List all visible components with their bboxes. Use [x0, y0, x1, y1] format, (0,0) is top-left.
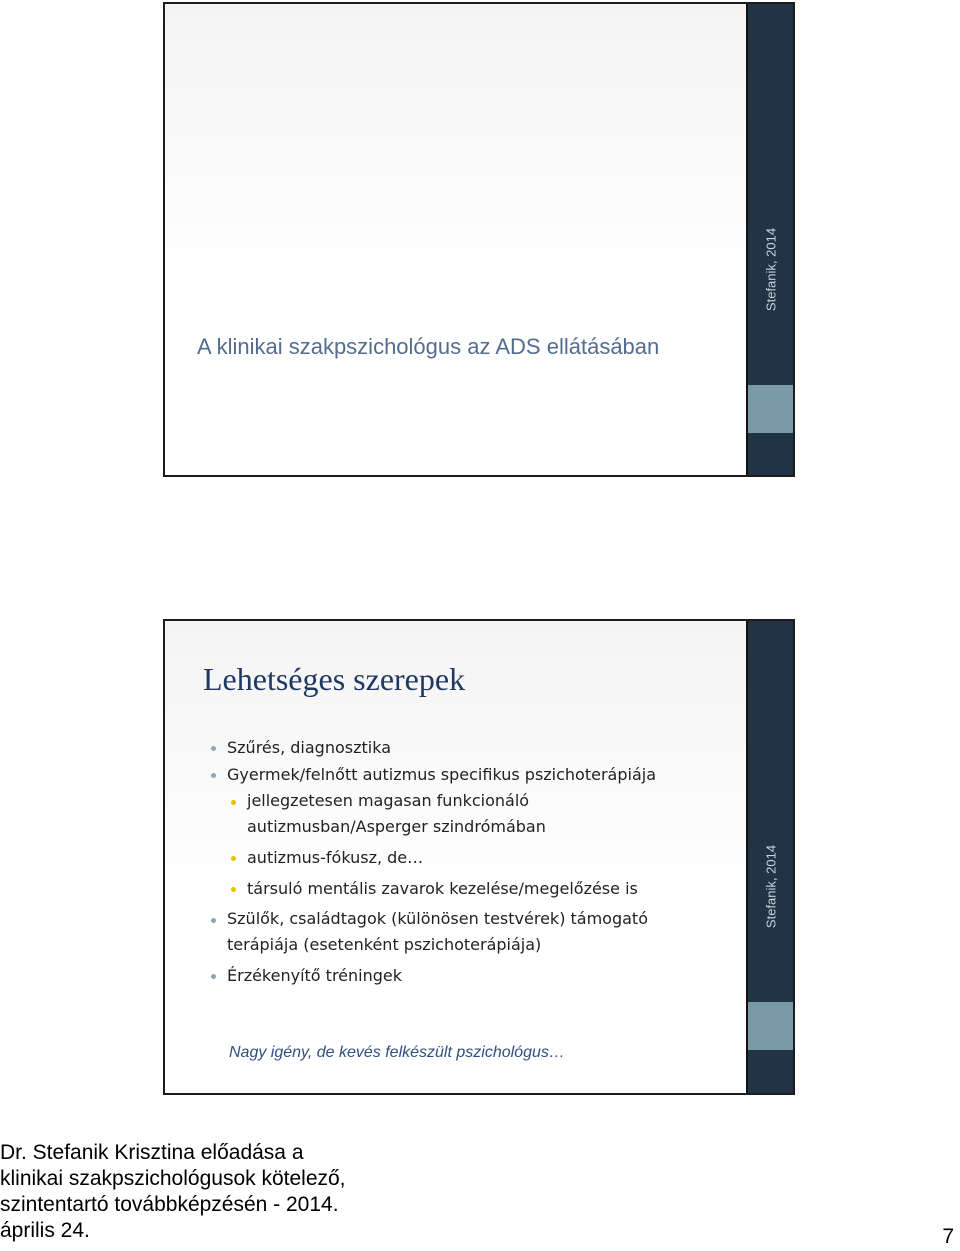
- slide-2-sidebar-accent: [748, 1002, 793, 1050]
- slide-2-title: Lehetséges szerepek: [203, 661, 466, 697]
- footer-line: szintentartó továbbképzésén - 2014.: [0, 1193, 339, 1216]
- footer-line: Dr. Stefanik Krisztina előadása a: [0, 1141, 304, 1164]
- slide-2-note: Nagy igény, de kevés felkészült pszichológus…: [229, 1044, 565, 1061]
- slide-1-content: [165, 4, 750, 475]
- bullet-dot-icon: [231, 856, 236, 861]
- slide-1-title: A klinikai szakpszichológus az ADS ellátásában: [197, 334, 660, 359]
- slide-1-sidebar-label: Stefanik, 2014: [763, 227, 778, 312]
- slide-1: [163, 2, 795, 477]
- sub-bullet-item: autizmus-fókusz, de…: [205, 844, 725, 871]
- bullet-dot-icon: [211, 773, 216, 778]
- bullet-item: Érzékenyítő tréningek: [205, 962, 725, 989]
- page-number: 7: [942, 1225, 954, 1248]
- sub-bullet-item: társuló mentális zavarok kezelése/megelőzése is: [205, 875, 725, 902]
- bullet-item: Gyermek/felnőtt autizmus specifikus pszichoterápiája: [205, 761, 725, 788]
- sub-bullet-item: jellegzetesen magasan funkcionáló autizmusban/Asperger szindrómában: [205, 788, 567, 840]
- footer-line: április 24.: [0, 1219, 90, 1242]
- bullet-dot-icon: [211, 974, 216, 979]
- slide-2: [163, 619, 795, 1095]
- bullet-item: Szűrés, diagnosztika: [205, 734, 725, 761]
- slide-2-content: [165, 621, 750, 1093]
- page-footer: [0, 1140, 960, 1244]
- slide-2-bullet-list: [205, 734, 725, 989]
- bullet-dot-icon: [231, 800, 236, 805]
- footer-line: klinikai szakpszichológusok kötelező,: [0, 1167, 346, 1190]
- bullet-dot-icon: [211, 918, 216, 923]
- bullet-dot-icon: [231, 887, 236, 892]
- bullet-dot-icon: [211, 746, 216, 751]
- bullet-item: Szülők, családtagok (különösen testvérek) támogató terápiája (esetenként pszichoterápiája): [205, 906, 667, 958]
- slide-1-sidebar-accent: [748, 385, 793, 433]
- slide-2-sidebar-label: Stefanik, 2014: [763, 844, 778, 929]
